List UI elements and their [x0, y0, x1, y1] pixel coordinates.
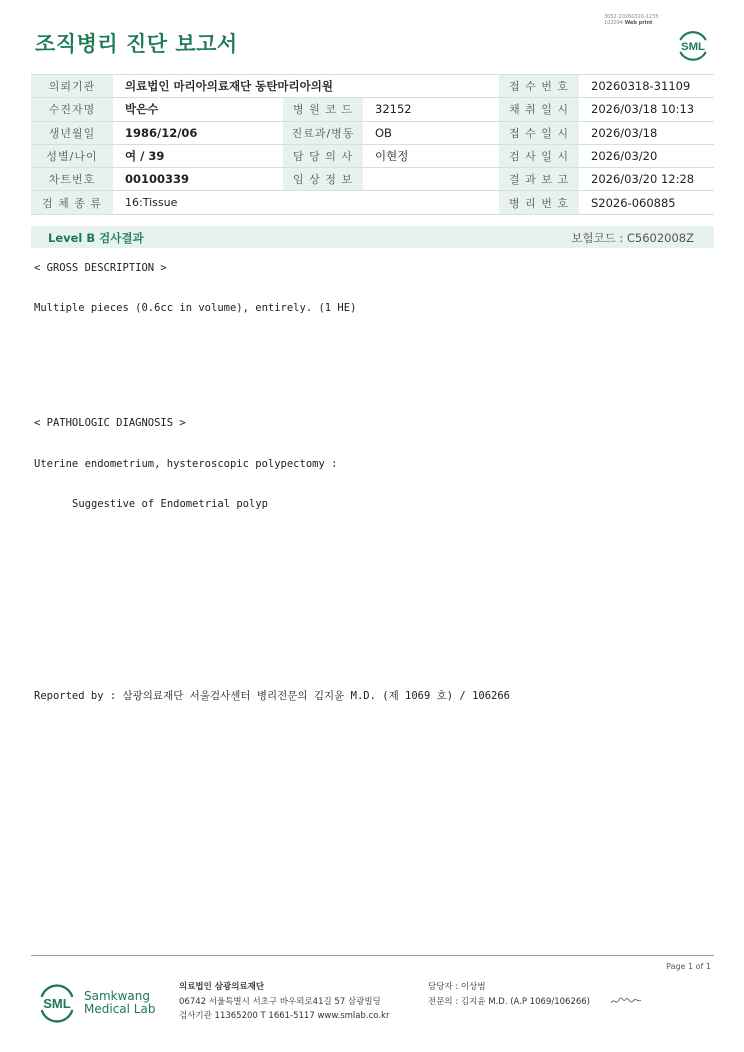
- footer-staff: [428, 980, 590, 1009]
- info-label: 임 상 정 보: [283, 168, 363, 191]
- report-title: 조직병리 진단 보고서: [35, 32, 238, 56]
- brand-line2: Medical Lab: [84, 1002, 156, 1016]
- table-row: [31, 98, 714, 121]
- gross-text: Multiple pieces (0.6cc in volume), entirely. (1 HE): [34, 302, 357, 314]
- info-value: 여 / 39: [113, 144, 283, 167]
- page-number: Page 1 of 1: [666, 962, 711, 971]
- table-row: [31, 191, 714, 214]
- patient-info-table: [31, 74, 714, 215]
- org-address: 06742 서울특별시 서초구 바우뫼로41길 57 삼광빌딩: [179, 996, 381, 1007]
- table-row: [31, 75, 714, 98]
- info-label: 검 사 일 시: [499, 144, 579, 167]
- info-value: OB: [363, 121, 499, 144]
- table-row: [31, 121, 714, 144]
- info-value: 16:Tissue: [113, 191, 499, 214]
- info-value: 2026/03/18 10:13: [579, 98, 714, 121]
- info-value: 20260318-31109: [579, 75, 714, 98]
- info-value: 1986/12/06: [113, 121, 283, 144]
- info-value: 2026/03/20: [579, 144, 714, 167]
- info-label: 채 취 일 시: [499, 98, 579, 121]
- info-label: 접 수 일 시: [499, 121, 579, 144]
- patient-info-body: [31, 75, 714, 215]
- info-label: 수진자명: [31, 98, 113, 121]
- info-value: 2026/03/18: [579, 121, 714, 144]
- diagnosis-heading: < PATHOLOGIC DIAGNOSIS >: [34, 417, 186, 429]
- org-contact: 검사기관 11365200 T 1661-5117 www.smlab.co.kr: [179, 1011, 390, 1021]
- info-value: 이현정: [363, 144, 499, 167]
- info-value: S2026-060885: [579, 191, 714, 214]
- info-label: 접 수 번 호: [499, 75, 579, 98]
- table-row: [31, 144, 714, 167]
- info-label: 검 체 종 류: [31, 191, 113, 214]
- staff-manager: 담당자 : 이상범: [428, 982, 486, 992]
- insurance-code: 보험코드 : C5602008Z: [571, 231, 694, 245]
- info-value: 00100339: [113, 168, 283, 191]
- info-value: 2026/03/20 12:28: [579, 168, 714, 191]
- print-meta-code: 102094: [604, 20, 624, 26]
- level-label: Level B 검사결과: [48, 231, 144, 245]
- brand-line1: Samkwang: [84, 989, 150, 1003]
- staff-specialist: 전문의 : 김지윤 M.D. (A.P 1069/106266): [428, 996, 590, 1007]
- info-label: 성별/나이: [31, 144, 113, 167]
- info-value: 32152: [363, 98, 499, 121]
- footer-divider: [31, 955, 714, 956]
- reported-by: Reported by : 삼광의료재단 서울검사센터 병리전문의 김지윤 M.D. (제 1069 호) / 106266: [34, 690, 511, 702]
- print-meta-line2: [604, 20, 659, 26]
- footer-org: [179, 980, 389, 1024]
- result-header-bar: [31, 226, 714, 248]
- info-value: 박은수: [113, 98, 283, 121]
- info-label: 병 리 번 호: [499, 191, 579, 214]
- table-row: [31, 168, 714, 191]
- logo-foot-text: SML: [43, 996, 71, 1011]
- org-name: 의료법인 삼광의료재단: [179, 982, 265, 992]
- sml-logo-icon: [674, 26, 712, 64]
- print-meta-line1: 3052-20260320-1235: [604, 14, 659, 20]
- diagnosis-site: Uterine endometrium, hysteroscopic polypectomy :: [34, 458, 338, 470]
- gross-heading: < GROSS DESCRIPTION >: [34, 262, 167, 274]
- logo-top-text: SML: [680, 40, 706, 53]
- info-label: 결 과 보 고: [499, 168, 579, 191]
- print-meta: [604, 14, 659, 26]
- info-label: 차트번호: [31, 168, 113, 191]
- info-value: 의료법인 마리아의료재단 동탄마리아의원: [113, 75, 499, 98]
- info-label: 진료과/병동: [283, 121, 363, 144]
- sml-logo-icon: [37, 980, 77, 1026]
- print-meta-label: Web print: [624, 20, 653, 26]
- diagnosis-text: Suggestive of Endometrial polyp: [72, 498, 268, 510]
- signature-icon: [609, 994, 643, 1008]
- info-label: 병 원 코 드: [283, 98, 363, 121]
- info-label: 담 당 의 사: [283, 144, 363, 167]
- info-label: 생년월일: [31, 121, 113, 144]
- info-value: [363, 168, 499, 191]
- info-label: 의뢰기관: [31, 75, 113, 98]
- footer-brand: [84, 990, 155, 1016]
